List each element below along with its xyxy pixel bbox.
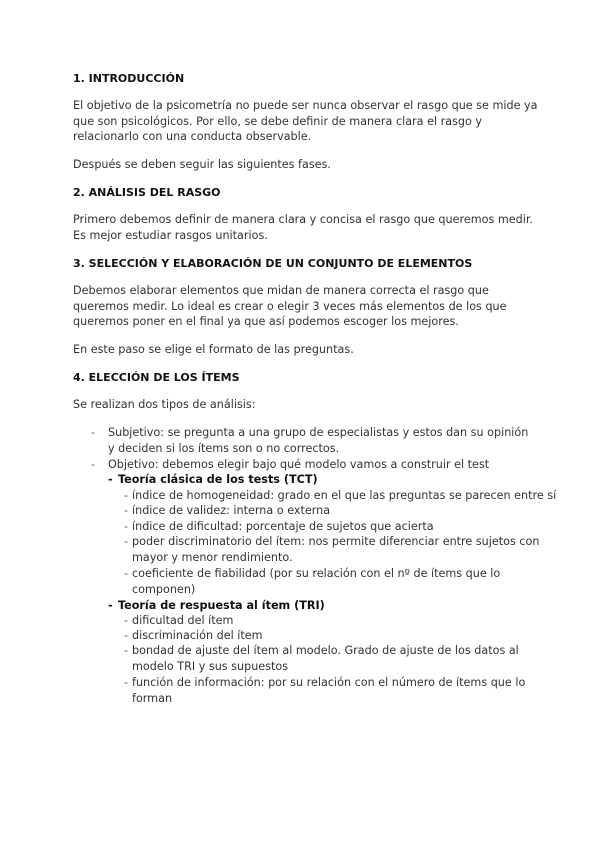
list-item <box>132 566 500 597</box>
list-dash: - <box>124 629 129 642</box>
seleccion-paragraph <box>73 283 543 330</box>
text-line: y deciden si los ítems son o no correctos. <box>108 441 340 455</box>
text-line: Debemos elaborar elementos que midan de manera correcta el rasgo que <box>73 284 489 297</box>
list-item <box>132 534 539 565</box>
text-line: Primero debemos definir de manera clara y concisa el rasgo que queremos medir. <box>73 213 533 226</box>
list-dash: - <box>124 489 129 502</box>
list-item <box>132 643 519 674</box>
heading-analisis: 2. ANÁLISIS DEL RASGO <box>73 186 221 199</box>
list-dash: - <box>124 676 129 689</box>
intro-paragraph <box>73 98 543 145</box>
heading-seleccion: 3. SELECCIÓN Y ELABORACIÓN DE UN CONJUNTO DE ELEMENTOS <box>73 257 473 270</box>
list-dash: - <box>108 599 113 612</box>
eleccion-intro: Se realizan dos tipos de análisis: <box>73 398 256 411</box>
seleccion-paragraph-2: En este paso se elige el formato de las preguntas. <box>73 343 354 356</box>
text-line: índice de validez: interna o externa <box>132 504 331 517</box>
list-dash: - <box>124 504 129 517</box>
text-line: poder discriminatorio del ítem: nos permite diferenciar entre sujetos con <box>132 535 540 548</box>
text-line: El objetivo de la psicometría no puede ser nunca observar el rasgo que se mide ya <box>73 99 538 112</box>
list-dash: - <box>124 644 129 657</box>
heading-eleccion: 4. ELECCIÓN DE LOS ÍTEMS <box>73 371 240 384</box>
text-line: que son psicológicos. Por ello, se debe definir de manera clara el rasgo y <box>73 114 483 128</box>
list-dash: - <box>91 426 96 439</box>
text-line: función de información: por su relación con el número de ítems que lo <box>132 676 526 689</box>
text-line: mayor y menor rendimiento. <box>132 550 293 564</box>
text-line: índice de dificultad: porcentaje de sujetos que acierta <box>132 520 434 533</box>
text-line: forman <box>132 691 173 705</box>
text-line: discriminación del ítem <box>132 629 263 642</box>
list-item-subjetivo <box>108 425 528 456</box>
analisis-paragraph <box>73 212 543 243</box>
list-dash: - <box>124 614 129 627</box>
text-line: componen) <box>132 582 196 596</box>
text-line: bondad de ajuste del ítem al modelo. Grado de ajuste de los datos al <box>132 644 519 657</box>
text-line: relacionarlo con una conducta observable. <box>73 130 312 143</box>
text-line: queremos poner en el final ya que así podemos escoger los mejores. <box>73 315 459 328</box>
list-dash: - <box>124 520 129 533</box>
list-item <box>132 503 330 519</box>
subheading-tct: Teoría clásica de los tests (TCT) <box>118 473 318 486</box>
text-line: Subjetivo: se pregunta a una grupo de especialistas y estos dan su opinión <box>108 426 529 439</box>
list-dash: - <box>108 473 113 486</box>
heading-introduccion: 1. INTRODUCCIÓN <box>73 72 185 85</box>
subheading-tri: Teoría de respuesta al ítem (TRI) <box>118 599 325 612</box>
text-line: índice de homogeneidad: grado en el que las preguntas se parecen entre sí <box>132 489 557 502</box>
text-line: modelo TRI y sus supuestos <box>132 659 289 673</box>
text-line: dificultad del ítem <box>132 614 234 627</box>
list-dash: - <box>91 458 96 471</box>
list-item <box>132 628 263 644</box>
intro-paragraph-2: Después se deben seguir las siguientes fases. <box>73 158 331 171</box>
text-line: queremos medir. Lo ideal es crear o elegir 3 veces más elementos de los que <box>73 299 507 313</box>
list-dash: - <box>124 535 129 548</box>
text-line: Es mejor estudiar rasgos unitarios. <box>73 228 268 242</box>
text-line: coeficiente de fiabilidad (por su relación con el nº de ítems que lo <box>132 567 501 580</box>
list-item <box>132 675 525 706</box>
list-item <box>132 613 233 629</box>
list-item-objetivo: Objetivo: debemos elegir bajo qué modelo vamos a construir el test <box>108 458 490 471</box>
list-dash: - <box>124 567 129 580</box>
list-item <box>132 488 556 504</box>
list-item <box>132 519 434 535</box>
